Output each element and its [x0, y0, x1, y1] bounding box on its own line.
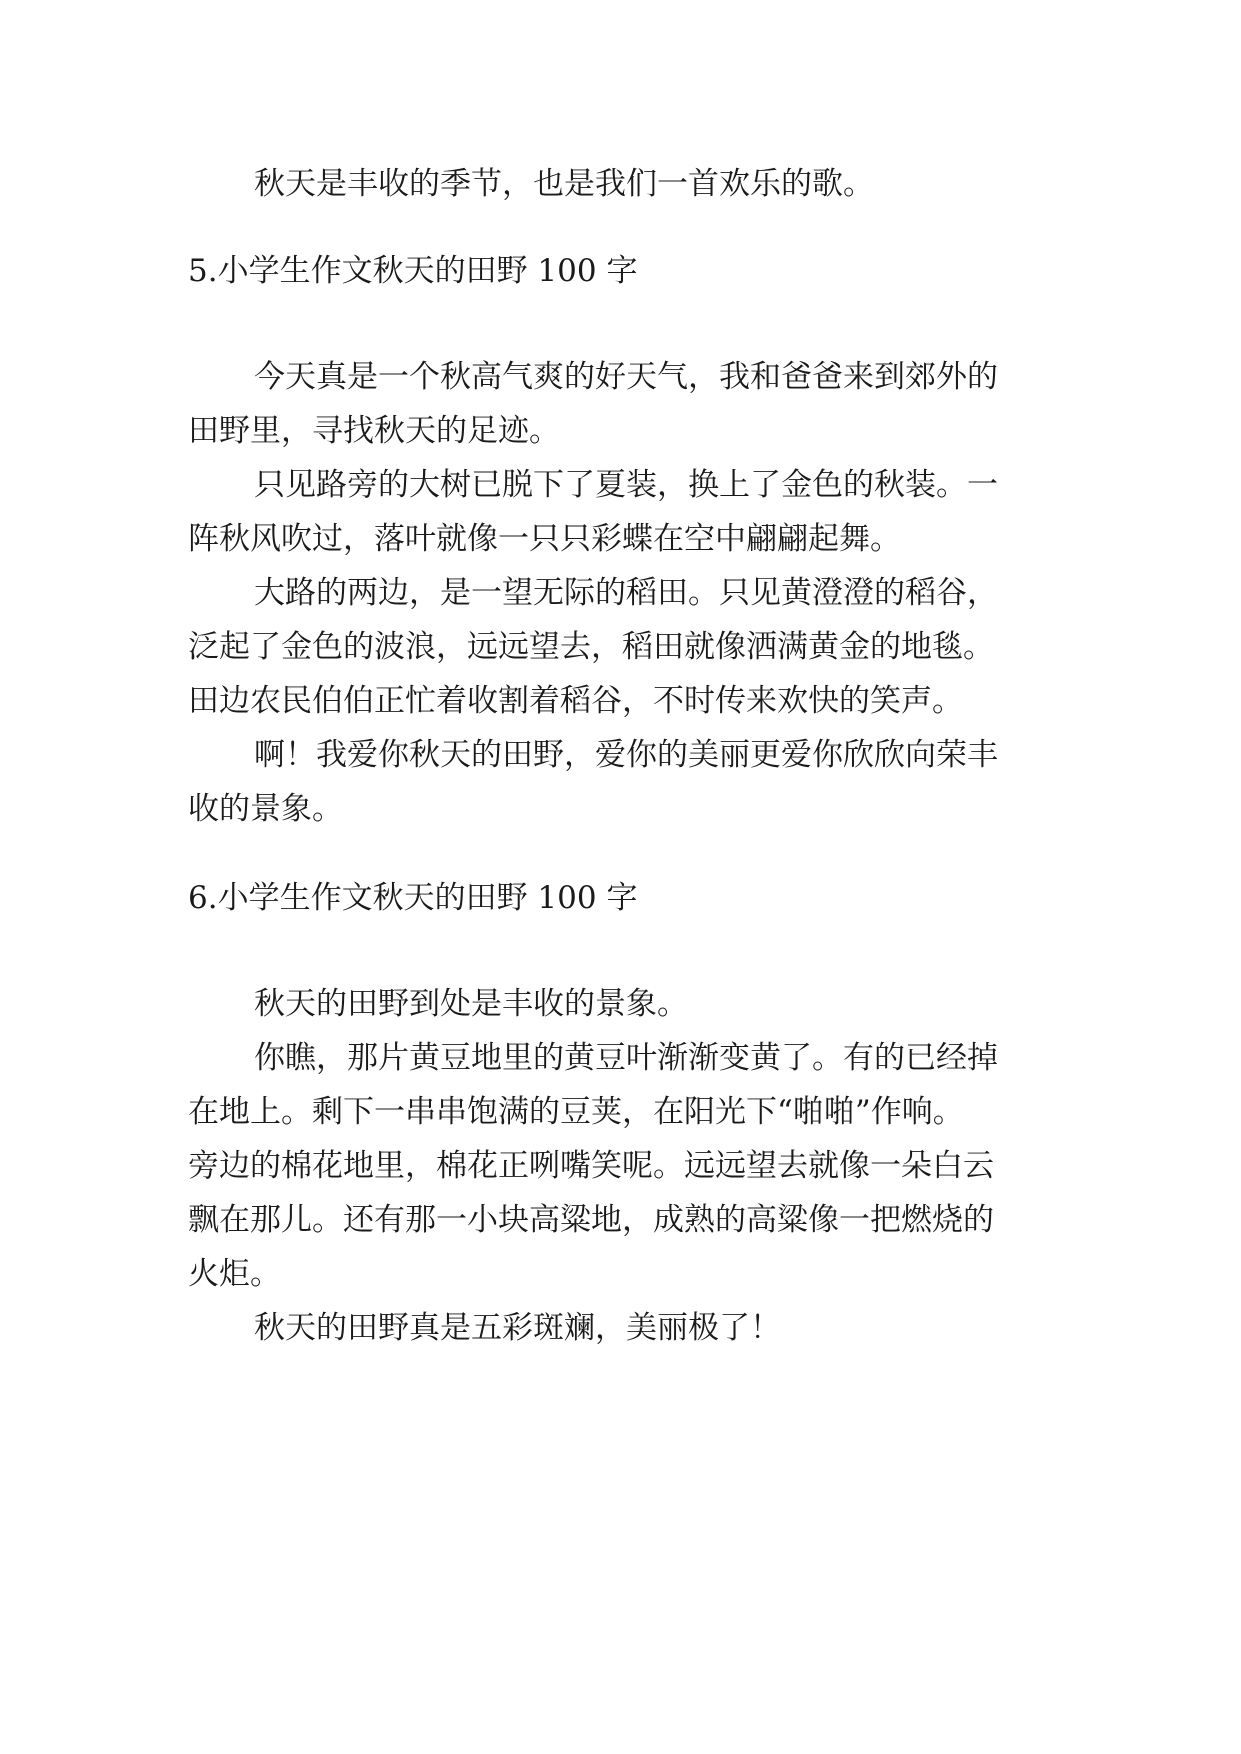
section-5-line-1: 今天真是一个秋高气爽的好天气，我和爸爸来到郊外的 — [254, 359, 998, 395]
section-5-line-5: 大路的两边，是一望无际的稻田。只见黄澄澄的稻谷， — [254, 575, 998, 611]
section-5-line-6: 泛起了金色的波浪，远远望去，稻田就像洒满黄金的地毯。 — [188, 629, 994, 665]
section-5-line-4: 阵秋风吹过，落叶就像一只只彩蝶在空中翩翩起舞。 — [188, 521, 901, 557]
section-6-line-1: 秋天的田野到处是丰收的景象。 — [254, 986, 688, 1022]
section-5-heading: 5.小学生作文秋天的田野 100 字 — [188, 253, 638, 289]
intro-closing-paragraph: 秋天是丰收的季节，也是我们一首欢乐的歌。 — [254, 166, 874, 202]
section-6-line-2: 你瞧，那片黄豆地里的黄豆叶渐渐变黄了。有的已经掉 — [254, 1040, 998, 1076]
section-6-line-3: 在地上。剩下一串串饱满的豆荚，在阳光下“啪啪”作响。 — [188, 1094, 964, 1130]
section-6-heading: 6.小学生作文秋天的田野 100 字 — [188, 880, 638, 916]
section-5-line-3: 只见路旁的大树已脱下了夏装，换上了金色的秋装。一 — [254, 467, 998, 503]
section-5-line-7: 田边农民伯伯正忙着收割着稻谷，不时传来欢快的笑声。 — [188, 683, 963, 719]
section-6-line-5: 飘在那儿。还有那一小块高粱地，成熟的高粱像一把燃烧的 — [188, 1202, 994, 1238]
section-5-line-8: 啊！我爱你秋天的田野，爱你的美丽更爱你欣欣向荣丰 — [254, 737, 998, 773]
section-6-line-6: 火炬。 — [188, 1256, 281, 1292]
section-6-line-7: 秋天的田野真是五彩斑斓，美丽极了！ — [254, 1310, 781, 1346]
section-5-line-2: 田野里，寻找秋天的足迹。 — [188, 413, 560, 449]
section-5-line-9: 收的景象。 — [188, 791, 343, 827]
section-6-line-4: 旁边的棉花地里，棉花正咧嘴笑呢。远远望去就像一朵白云 — [188, 1148, 994, 1184]
